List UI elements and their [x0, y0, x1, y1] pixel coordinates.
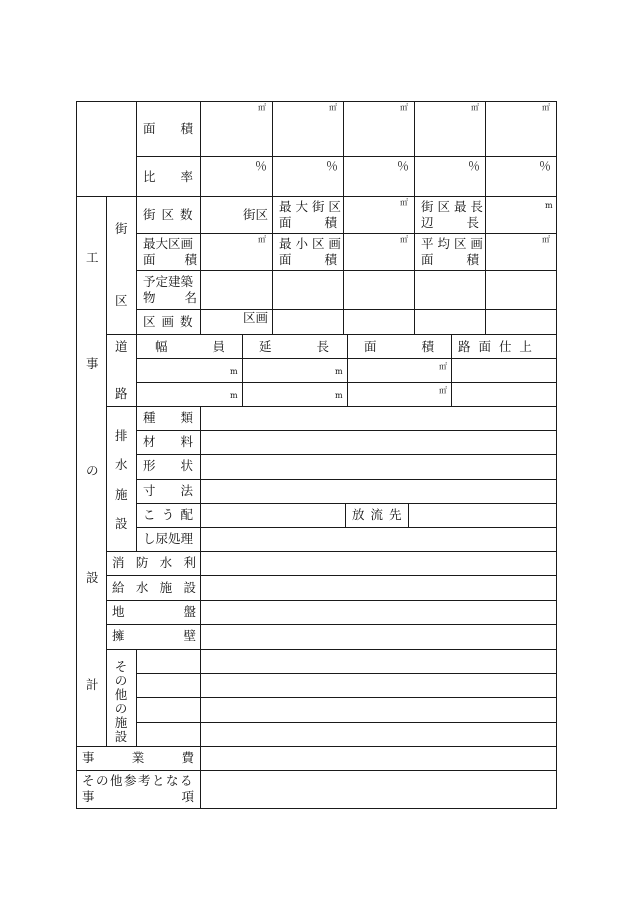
ratio-unit-4: ％	[468, 159, 481, 173]
area-unit-2: ㎡	[329, 103, 337, 112]
area-label: 面 積	[143, 121, 193, 136]
avg-plot-area-label-1: 平 均 区 画	[421, 236, 483, 251]
side-label-kou: 工	[86, 250, 99, 265]
other-reference-label-1: その他参考となる	[82, 773, 195, 788]
drain-slope-label: こ う 配	[143, 507, 193, 522]
min-plot-area-label-1: 最 小 区 画	[279, 236, 341, 251]
side-label-kei: 計	[86, 677, 99, 692]
plot-count-label: 区 画 数	[143, 314, 194, 329]
side-label-setsu: 設	[86, 570, 99, 585]
other-facilities-label: その他の施設	[114, 659, 128, 744]
ratio-unit-5: ％	[539, 159, 552, 173]
road-label-ro: 路	[115, 386, 128, 401]
avg-plot-area-unit: ㎡	[542, 235, 550, 244]
min-plot-area-label-2: 面 積	[279, 252, 337, 267]
road-length-header: 延 長	[259, 339, 329, 354]
road-width-unit-1: m	[230, 367, 238, 376]
drain-label-hai: 排	[115, 428, 128, 443]
max-block-area-unit: ㎡	[400, 198, 408, 207]
road-surface-header: 路 面 仕 上	[458, 339, 534, 354]
fire-water-label: 消 防 水 利	[112, 555, 196, 570]
ratio-unit-2: ％	[326, 159, 339, 173]
drain-size-label: 寸 法	[143, 483, 193, 498]
drain-label-setsu: 設	[115, 516, 128, 531]
drain-label-shi: 施	[115, 487, 128, 502]
max-plot-area-label-1: 最大区画	[143, 236, 194, 251]
max-block-side-label-1: 街 区 最 長	[421, 199, 483, 214]
road-length-unit-1: m	[335, 367, 343, 376]
plot-count-unit: 区画	[243, 310, 269, 325]
other-reference-label-2: 事 項	[82, 789, 194, 804]
block-label-gai: 街	[115, 221, 128, 236]
water-supply-label: 給 水 施 設	[112, 580, 196, 595]
road-area-unit-1: ㎡	[439, 362, 447, 371]
max-block-area-label-1: 最 大 街 区	[279, 199, 341, 214]
retaining-wall-label: 擁 壁	[112, 628, 196, 643]
max-plot-area-label-2: 面 積	[143, 252, 197, 267]
planned-building-label-2: 物 名	[143, 290, 197, 305]
road-area-header: 面 積	[364, 339, 434, 354]
drain-outlet-label: 放 流 先	[352, 507, 403, 522]
ratio-unit-1: ％	[255, 159, 268, 173]
side-label-ji: 事	[86, 356, 99, 371]
ratio-unit-3: ％	[397, 159, 410, 173]
avg-plot-area-label-2: 面 積	[421, 252, 479, 267]
ground-label: 地 盤	[112, 604, 196, 619]
max-plot-area-unit: ㎡	[258, 235, 266, 244]
project-cost-label: 事 業 費	[82, 750, 194, 765]
max-block-side-label-2: 辺 長	[421, 215, 479, 230]
area-unit-3: ㎡	[400, 103, 408, 112]
sewage-treatment-label: し尿処理	[143, 531, 194, 546]
block-label-ku: 区	[115, 293, 128, 308]
road-area-unit-2: ㎡	[439, 386, 447, 395]
ratio-label: 比 率	[143, 169, 193, 184]
drain-label-sui: 水	[115, 457, 128, 472]
area-unit-5: ㎡	[542, 103, 550, 112]
planned-building-label-1: 予定建築	[143, 274, 194, 289]
road-width-unit-2: m	[230, 391, 238, 400]
area-unit-4: ㎡	[471, 103, 479, 112]
min-plot-area-unit: ㎡	[400, 235, 408, 244]
block-count-unit: 街区	[243, 207, 269, 222]
block-count-label: 街 区 数	[143, 207, 194, 222]
side-label-no: の	[86, 463, 99, 478]
road-length-unit-2: m	[335, 391, 343, 400]
drain-kind-label: 種 類	[143, 410, 193, 425]
drain-material-label: 材 料	[143, 434, 193, 449]
max-block-area-label-2: 面 積	[279, 215, 337, 230]
road-label-do: 道	[115, 339, 128, 354]
area-unit-1: ㎡	[258, 103, 266, 112]
road-width-header: 幅 員	[155, 339, 225, 354]
max-block-side-unit: m	[545, 201, 553, 210]
drain-shape-label: 形 状	[143, 458, 193, 473]
